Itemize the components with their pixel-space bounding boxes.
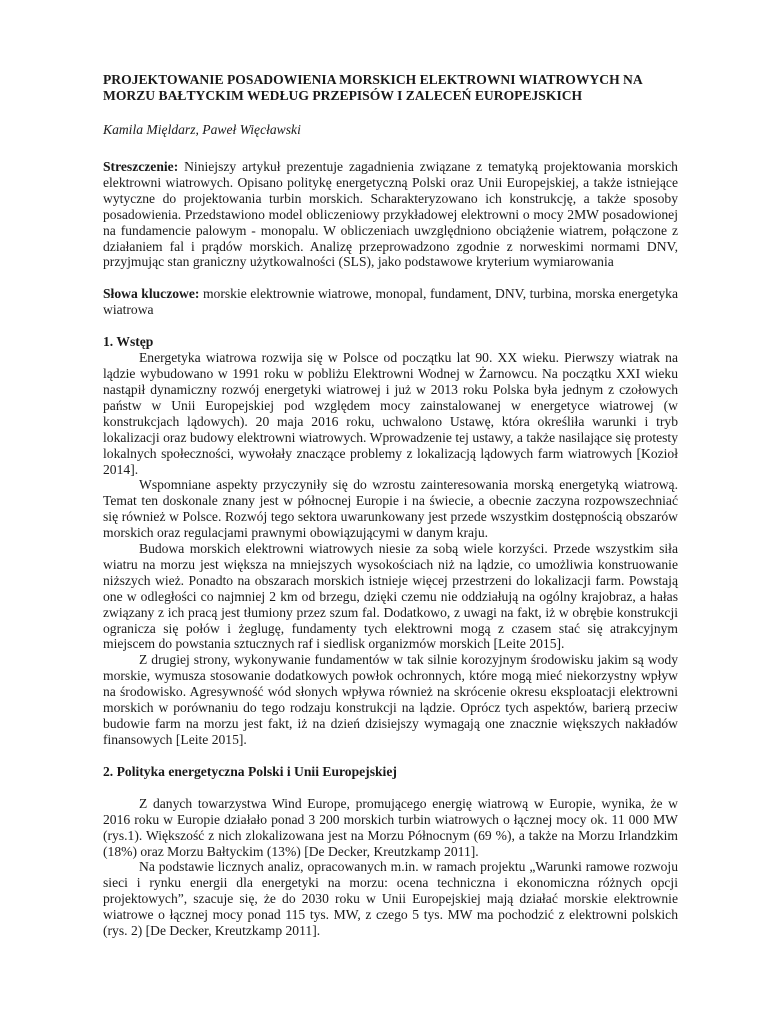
section-body [103,796,678,939]
section-energy-policy [103,764,678,939]
abstract [103,159,678,270]
paragraph: Na podstawie licznych analiz, opracowanych m.in. w ramach projektu „Warunki ramowe rozwoju sieci i rynku energii dla energetyki na morzu: ocena techniczna i ekonomiczna różnych opcji projektowych”, szacuje się, że do 2030 roku w Unii Europejskiej mają działać morskie elektrownie wiatrowe o łącznej mocy ponad 115 tys. MW, z czego 5 tys. MW ma pochodzić z elektrowni polskich (rys. 2) [De Decker, Kreutzkamp 2011]. [103,859,678,939]
paragraph: Budowa morskich elektrowni wiatrowych niesie za sobą wiele korzyści. Przede wszystkim siła wiatru na morzu jest większa na mniejszych wysokościach niż na lądzie, co umożliwia konstruowanie niższych wież. Ponadto na obszarach morskich istnieje więcej przestrzeni do lokalizacji farm. Powstają one w odległości co najmniej 2 km od brzegu, dzięki czemu nie oddziałują na ogólny krajobraz, a hałas związany z ich pracą jest tłumiony przez szum fal. Dodatkowo, z uwagi na fakt, iż w obrębie konstrukcji ogranicza się połów i żeglugę, fundamenty tych elektrowni mogą z czasem stać się atrakcyjnym miejscem do powstania sztucznych raf i siedlisk organizmów morskich [Leite 2015]. [103,541,678,652]
section-introduction [103,334,678,748]
section-heading-introduction: 1. Wstęp [103,334,154,350]
keywords [103,286,678,318]
paper-authors: Kamila Mięldarz, Paweł Więcławski [103,122,301,137]
abstract-label: Streszczenie: [103,159,179,174]
paragraph: Z drugiej strony, wykonywanie fundamentów w tak silnie korozyjnym środowisku jakim są wody morskie, wymusza stosowanie dodatkowych powłok ochronnych, które mogą mieć niekorzystny wpływ na środowisko. Agresywność wód słonych wpływa również na skrócenie okresu eksploatacji elektrowni morskich w porównaniu do tego rodzaju konstrukcji na lądzie. Oprócz tych aspektów, barierą przeciw budowie farm na morzu jest fakt, iż na dzień dzisiejszy wymagają one znacznie większych nakładów finansowych [Leite 2015]. [103,652,678,747]
paragraph: Z danych towarzystwa Wind Europe, promującego energię wiatrową w Europie, wynika, że w 2016 roku w Europie działało ponad 3 200 morskich turbin wiatrowych o łącznej mocy ok. 11 000 MW (rys.1). Większość z nich zlokalizowana jest na Morzu Północnym (69 %), a także na Morzu Irlandzkim (18%) oraz Morzu Bałtyckim (13%) [De Decker, Kreutzkamp 2011]. [103,795,678,859]
section-heading-energy-policy: 2. Polityka energetyczna Polski i Unii Europejskiej [103,763,397,779]
paragraph: Wspomniane aspekty przyczyniły się do wzrostu zainteresowania morską energetyką wiatrową. Temat ten doskonale znany jest w północnej Europie i na świecie, a obecnie zaczyna rozpowszechniać się również w Polsce. Rozwój tego sektora uwarunkowany jest przede wszystkim dostępnością obszarów morskich oraz regulacjami prawnymi obowiązującymi w danym kraju. [103,477,678,541]
keywords-label: Słowa kluczowe: [103,286,200,302]
paper-title: PROJEKTOWANIE POSADOWIENIA MORSKICH ELEKTROWNI WIATROWYCH NA MORZU BAŁTYCKIM WEDŁUG PRZEPISÓW I ZALECEŃ EUROPEJSKICH [103,72,642,103]
paragraph: Energetyka wiatrowa rozwija się w Polsce od początku lat 90. XX wieku. Pierwszy wiatrak na lądzie wybudowano w 1991 roku w pobliżu Elektrowni Wodnej w Żarnowcu. Na początku XXI wieku nastąpił dynamiczny rozwój energetyki wiatrowej i już w 2013 roku Polska była jednym z czołowych państw w Unii Europejskiej pod względem mocy zainstalowanej w energetyce wiatrowej (w konstrukcjach lądowych). 20 maja 2016 roku, uchwalono Ustawę, która określiła warunki i tryb lokalizacji oraz budowy elektrowni wiatrowych. Wprowadzenie tej ustawy, a także nasilające się protesty lokalnych społeczności, wywołały znaczące problemy z lokalizacją lądowych farm wiatrowych [Kozioł 2014]. [103,350,678,477]
abstract-text: Niniejszy artykuł prezentuje zagadnienia związane z tematyką projektowania morskich elektrowni wiatrowych. Opisano politykę energetyczną Polski oraz Unii Europejskiej, a także istniejące wytyczne do projektowania turbin morskich. Scharakteryzowano ich konstrukcję, a także sposoby posadowienia. Przedstawiono model obliczeniowy przykładowej elektrowni o mocy 2MW posadowionej na fundamencie palowym - monopalu. W obliczeniach uwzględniono obciążenie wiatrem, połączone z działaniem fal i prądów morskich. Analizę przeprowadzono zgodnie z norweskimi normami DNV, przyjmując stan graniczny użytkowalności (SLS), jako podstawowe kryterium wymiarowania [103,159,678,270]
keywords-text: morskie elektrownie wiatrowe, monopal, fundament, DNV, turbina, morska energetyka wiatrowa [103,286,678,318]
